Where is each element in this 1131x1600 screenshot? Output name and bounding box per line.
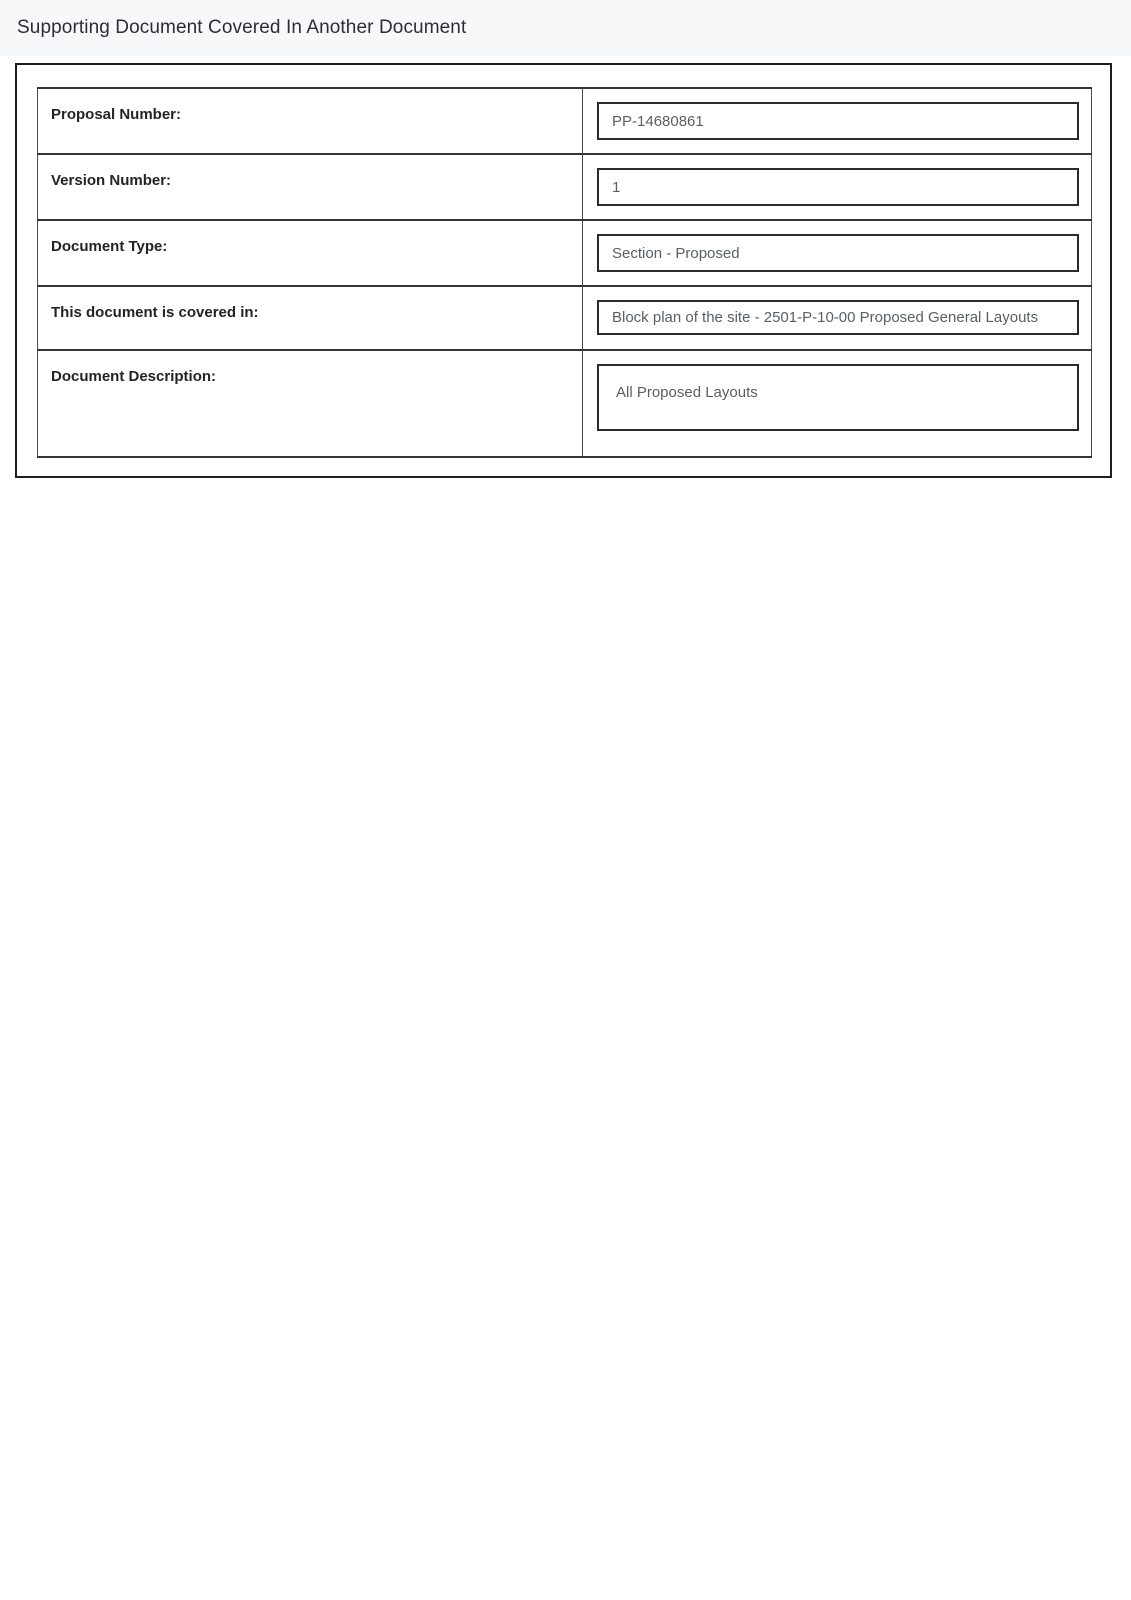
row-document-type	[38, 220, 1092, 286]
row-version-number	[38, 154, 1092, 220]
document-description-cell	[583, 350, 1092, 457]
document-card	[15, 63, 1112, 478]
document-description-label: Document Description:	[38, 350, 583, 457]
row-proposal-number	[38, 88, 1092, 154]
page-title: Supporting Document Covered In Another Document	[17, 17, 467, 38]
covered-in-label: This document is covered in:	[38, 286, 583, 350]
row-covered-in	[38, 286, 1092, 350]
document-type-cell	[583, 220, 1092, 286]
document-type-field[interactable]: Section - Proposed	[597, 234, 1079, 272]
document-description-field[interactable]: All Proposed Layouts	[597, 364, 1079, 431]
page-header	[0, 0, 1131, 56]
row-document-description	[38, 350, 1092, 457]
covered-in-cell	[583, 286, 1092, 350]
document-form-table	[37, 87, 1092, 458]
proposal-number-field[interactable]: PP-14680861	[597, 102, 1079, 140]
version-number-cell	[583, 154, 1092, 220]
document-type-label: Document Type:	[38, 220, 583, 286]
version-number-field[interactable]: 1	[597, 168, 1079, 206]
proposal-number-cell	[583, 88, 1092, 154]
proposal-number-label: Proposal Number:	[38, 88, 583, 154]
version-number-label: Version Number:	[38, 154, 583, 220]
covered-in-field[interactable]: Block plan of the site - 2501-P-10-00 Proposed General Layouts	[597, 300, 1079, 335]
